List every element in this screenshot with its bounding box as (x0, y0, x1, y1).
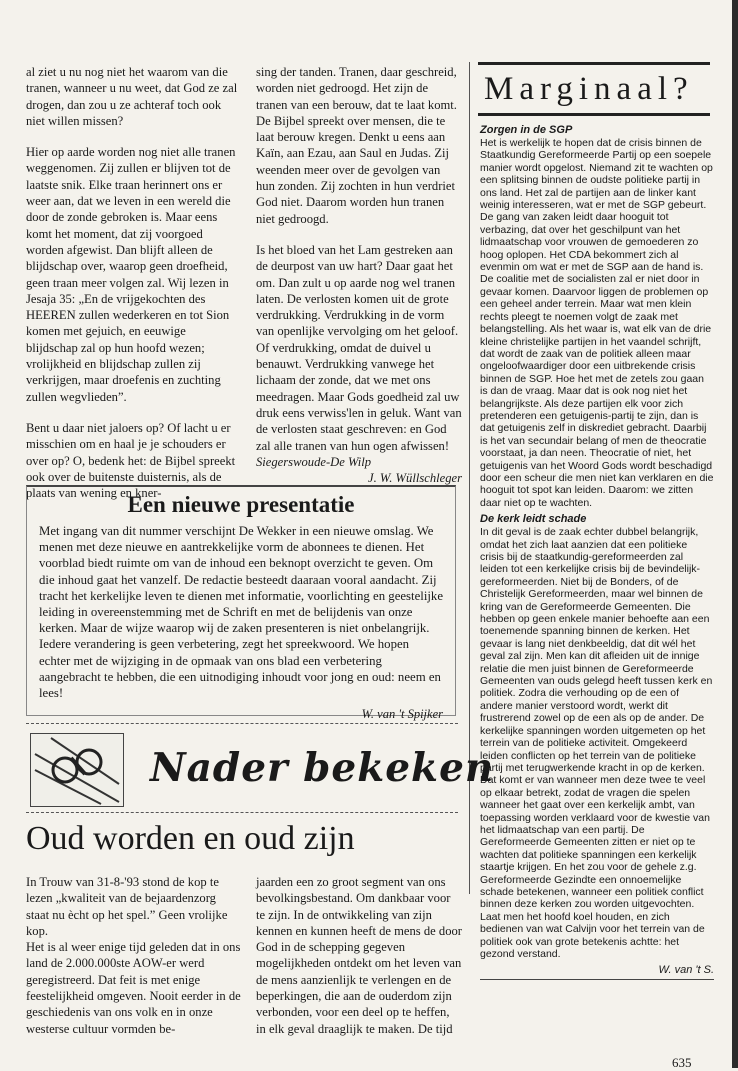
box-author: W. van 't Spijker (361, 707, 443, 722)
marginaal-text-1: Het is werkelijk te hopen dat de crisis binnen de Staatkundig Gereformeerde Partij op een soepele manier wordt opgelost. Niemand zit te wachten op een splitsing binnen de oudste politieke partij in ons land. Het zal de partijen aan de linker kant weinig interesseren, wat er met de SGP gebeurt. De gang van zaken leidt daar hooguit tot verbazing, dat over het geschilpunt van het lidmaatschap voor vrouwen de gemoederen zo hoog oplopen. Het CDA bekommert zich al evenmin om wat er met de SGP aan de hand is. De coalitie met de socialisten zal er niet door in gevaar komen. Daarvoor liggen de problemen op een geheel ander terrein. Maar wat men klein rechts pleegt te noemen volgt de zaak met belangstelling. Als het waar is, wat elk van de drie kleine christelijke partijen in het vaandel schrijft, dat wordt de zaak van de politiek alleen maar ongeloofwaardiger door een uitbrekende crisis binnen de SGP. Hoe het met de zetels zou gaan is dan de vraag. Maar dat is ook nog niet het belangrijkste. Als deze partijen elk voor zich pretenderen een getuigenis-partij te zijn, dan is dat getuigenis zelf in diskrediet gebracht. Daarbij is het van secundair belang of men de theocratie voorstaat, ja dan neen. Theocratie of niet, het getuigenis van het Woord Gods wordt beschadigd door een scheur die men niet kan verklaren en die hooguit tot spot kan leiden. Daarom: we zitten daar niet op te wachten. (480, 137, 714, 509)
middle-column (256, 64, 462, 486)
marginaal-header (478, 62, 710, 116)
marginaal-author: W. van 't S. (480, 964, 714, 979)
article-title: Oud worden en oud zijn (26, 820, 355, 857)
left-paragraph-3: Bent u daar niet jaloers op? Of lacht u er misschien om en haal je je schouders er over op? O, bedenk het: de Bijbel spreekt ook over de buitenste duisternis, als de plaats van wening en kner- (26, 420, 236, 501)
article-text-1a: In Trouw van 31-8-'93 stond de kop te lezen „kwaliteit van de bejaardenzorg staat nu ècht op het spel.” Geen vrolijke kop. (26, 875, 228, 938)
marginaal-column (480, 124, 714, 980)
page-edge (732, 0, 738, 1068)
author-name: J. W. Wüllschleger (368, 471, 462, 486)
nader-bekeken-title: Nader bekeken (150, 745, 495, 791)
binoculars-illustration (30, 733, 124, 807)
box-text: Met ingang van dit nummer verschijnt De Wekker in een nieuwe omslag. We menen met deze nieuwe en aantrekkelijke vorm de abonnees te dienen. Het voorblad biedt ruimte om van de inhoud een beknopt overzicht te geven. Om die inhoud gaat het vanzelf. De redactie besteedt daaraan vooral aandacht. Zij tracht het kerkelijke leven te dienen met informatie, voorlichting en geestelijke leiding in overeenstemming met de Schrift en met de belijdenis van onze kerken. Maar de wijze waarop wij de zaken presenteren is niet onbelangrijk. Iedere verandering is geen verbetering, zegt het spreekwoord. We hopen echter met de wijziging in de opmaak van ons blad een verbetering aangebracht te hebben, die een uitnodiging inhoudt voor jong en oud: neem en lees! (39, 524, 444, 701)
author-place: Siegerswoude-De Wilp (256, 454, 372, 469)
mid-paragraph-2: Is het bloed van het Lam gestreken aan de deurpost van uw hart? Daar gaat het om. Dan zult u op aarde nog wel tranen laten. De verlosten komen uit de grote verdrukking. Verdrukking in de vorm van openlijke vervolging om het geloof. Of verdrukking, omdat de duivel u benauwt. Verdrukking vanwege het lichaam der zonde, dat we met ons meedragen. Maar Gods goedheid zal uw druk eens verwiss'len in geluk. Want van de verlosten staat geschreven: en God zal alle tranen van hun ogen afwissen! (256, 242, 462, 453)
article-column-2 (256, 874, 462, 1037)
article-text-2: jaarden een zo groot segment van ons bevolkingsbestand. Om dankbaar voor te zijn. In de ontwikkeling van zijn kennen en kunnen heeft de mens de door God in de schepping gegeven mogelijkheden ontdekt om het leven van de mens aanzienlijk te verlengen en de beperkingen, die aan de ouderdom zijn verbonden, voor een deel op te heffen, in elk geval draaglijk te maken. De tijd (256, 875, 462, 1036)
page-number: 635 (672, 1055, 692, 1070)
marginaal-title: Marginaal? (484, 71, 694, 107)
marginaal-heading-1: Zorgen in de SGP (480, 124, 573, 136)
article-text-1b: Het is al weer enige tijd geleden dat in ons land de 2.000.000ste AOW-er werd geregistreerd. Dat feit is met enige feestelijkheid omgeven. Nooit eerder in de geschiedenis van ons volk en in onze westerse cultuur vormden be- (26, 940, 241, 1036)
left-paragraph-2: Hier op aarde worden nog niet alle tranen weggenomen. Zij zullen er blijven tot de laatste snik. Elke traan herinnert ons er weer aan, dat we leven in een wereld die door de zonde gebroken is. Maar eens komt het moment, dat zij voorgoed worden afgewist. Dan blijft alleen de blijdschap over, waarop geen droefheid, geen traan meer volgen zal. Wij lezen in Jesaja 35: „En de vrijgekochten des HEEREN zullen wederkeren en tot Sion komen met gejuich, en eeuwige blijdschap zal op hun hoofd wezen; vrolijkheid en blijdschap zullen zij verkrijgen, maar droefenis en zuchting zullen wegvlieden”. (26, 145, 236, 404)
left-paragraph-1: al ziet u nu nog niet het waarom van die tranen, wanneer u nu weet, dat God ze zal drogen, dan zou u ze achteraf toch ook niet willen missen? (26, 65, 238, 128)
dashed-rule-bottom (26, 812, 458, 813)
marginaal-heading-2: De kerk leidt schade (480, 513, 587, 526)
presentation-box (26, 485, 456, 722)
binoculars-icon (31, 734, 123, 806)
left-column (26, 64, 240, 501)
box-title: Een nieuwe presentatie (127, 492, 355, 517)
article-column-1 (26, 874, 242, 1037)
marginaal-text-2: In dit geval is de zaak echter dubbel belangrijk, omdat het zich laat aanzien dat een politieke crisis bij de staatkundig-gereformeerden zal leiden tot een kerkelijke crisis bij de bevindelijk-gereformeerden. Niet bij de Bonders, of de Christelijk Gereformeerden, maar wel binnen de kring van de Gereformeerde Gemeenten. Die hebben op geen enkele manier behoefte aan een toenemende spanning binnen de kerken. Het gevaar is lang niet denkbeeldig, dat dit wél het geval zal zijn. Men kan dit afleiden uit de innige relatie die men juist binnen de Gereformeerde Gemeenten van ouds gelegd heeft tussen kerk en politiek. Zodra die verhouding op de een of andere manier verstoord wordt, werkt dit frustrerend zowel op de een als op de ander. De kerkelijke spanningen worden uitgemeten op het terrein van de politieke activiteit. Omgekeerd leiden conflicten op het terrein van de politieke partij met terugwerkende kracht in op de kerken. Dat komt er van wanneer men deze twee te veel op elkaar betrekt, zodat de vragen die spelen wanneer het gaat over een kerkelijk ambt, van toepassing worden verklaard voor de kwestie van het lidmaatschap van een partij. De Gereformeerde Gemeenten zitten er niet op te wachten dat politieke spanningen een kerkelijk staartje krijgen. En het zou voor de gehele z.g. Gereformeerde Gezindte een onnoemelijke schade betekenen, wanneer een politiek conflict binnen deze kerken zou worden uitgevochten. Laat men het hoofd koel houden, en zich bedienen van wat Calvijn voor het terrein van de politiek ook van grote betekenis achtte: het gezond verstand. (480, 526, 713, 960)
mid-paragraph-1: sing der tanden. Tranen, daar geschreid, worden niet gedroogd. Het zijn de tranen van een berouw, dat te laat komt. De Bijbel spreekt over mensen, die te laat berouw kregen. Denkt u eens aan Kaïn, aan Ezau, aan Saul en Judas. Zij weenden meer over de gevolgen van hun zonden. Zij zochten in hun verdriet God niet. Daarom worden hun tranen niet gedroogd. (256, 65, 457, 226)
dashed-rule-top (26, 723, 458, 724)
